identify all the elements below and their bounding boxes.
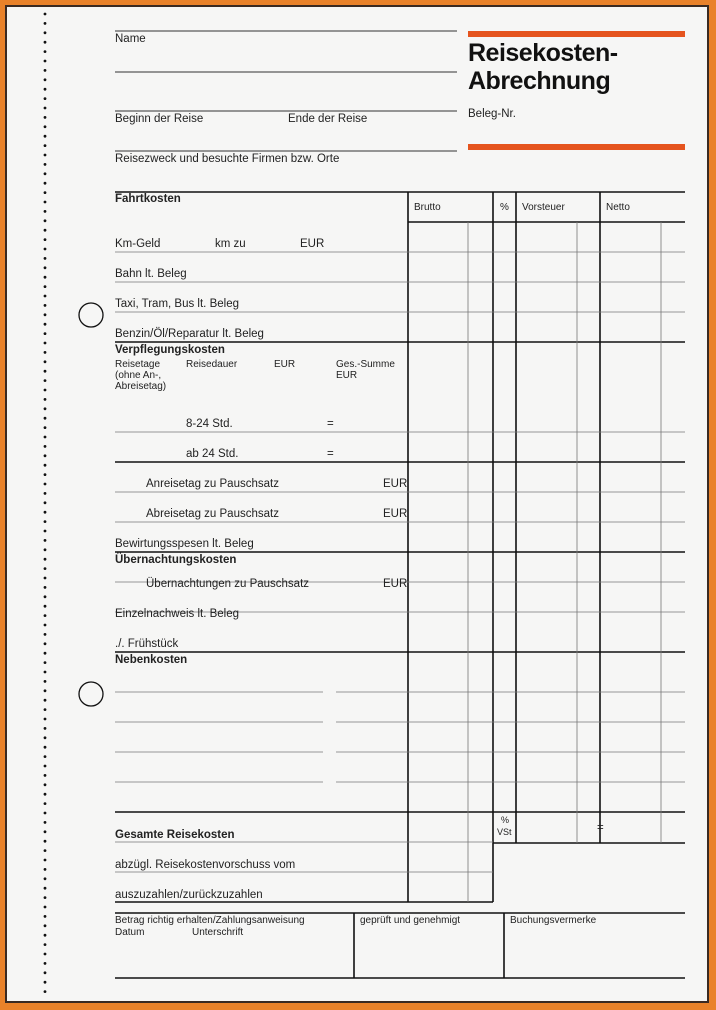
vst-label: VSt [497, 827, 512, 837]
perforation-dot [44, 295, 47, 298]
perforation-dot [44, 906, 47, 909]
perforation-dot [44, 924, 47, 927]
anreisetag-label: Anreisetag zu Pauschsatz [146, 478, 279, 490]
perforation-dot [44, 671, 47, 674]
perforation-dot [44, 473, 47, 476]
perforation-dot [44, 154, 47, 157]
perforation-dot [44, 633, 47, 636]
punch-hole [79, 682, 103, 706]
perforation-dot [44, 360, 47, 363]
perforation-dot [44, 229, 47, 232]
verpflegung-heading: Verpflegungskosten [115, 344, 225, 356]
perforation-dot [44, 342, 47, 345]
reisetage-line3: Abreisetag) [115, 381, 167, 392]
eur-label: EUR [274, 359, 296, 370]
gesamt-label: Gesamte Reisekosten [115, 829, 235, 841]
perforation-dot [44, 755, 47, 758]
perforation-dot [44, 219, 47, 222]
perforation-dot [44, 172, 47, 175]
perforation-dot [44, 971, 47, 974]
bahn-label: Bahn lt. Beleg [115, 268, 187, 280]
einzelnachweis-label: Einzelnachweis lt. Beleg [115, 608, 240, 620]
perforation-dot [44, 530, 47, 533]
reisetage-line1: Reisetage [115, 359, 161, 370]
perforation-dot [44, 915, 47, 918]
perforation-dot [44, 454, 47, 457]
perforation-dot [44, 276, 47, 279]
km-zu-label: km zu [215, 238, 246, 250]
equals-sign: = [327, 448, 334, 460]
perforation-dot [44, 266, 47, 269]
perforation-dot [44, 201, 47, 204]
perforation-dot [44, 736, 47, 739]
perforation-dot [44, 595, 47, 598]
perforation-dot [44, 877, 47, 880]
km-geld-label: Km-Geld [115, 238, 161, 250]
perforation-dot [44, 746, 47, 749]
perforation-dot [44, 830, 47, 833]
perforation-dot [44, 887, 47, 890]
perforation-dot [44, 163, 47, 166]
perforation-dot [44, 990, 47, 993]
perforation-dot [44, 689, 47, 692]
pauschsatz-label: Übernachtungen zu Pauschsatz [146, 578, 310, 590]
perforation-dot [44, 22, 47, 25]
perforation-dot [44, 407, 47, 410]
perforation-dot [44, 436, 47, 439]
perforation-dot [44, 107, 47, 110]
perforation-dot [44, 577, 47, 580]
perforation-dot [44, 896, 47, 899]
perforation-dot [44, 50, 47, 53]
punch-hole [79, 303, 103, 327]
perforation-dot [44, 624, 47, 627]
perforation-dot [44, 962, 47, 965]
eur-label: EUR [383, 508, 408, 520]
bewirtung-label: Bewirtungsspesen lt. Beleg [115, 538, 254, 550]
perforation-dot [44, 238, 47, 241]
reisetage-label [115, 359, 166, 392]
geprueft-label: geprüft und genehmigt [360, 915, 461, 926]
accent-bar-top [468, 31, 685, 37]
abreisetag-label: Abreisetag zu Pauschsatz [146, 508, 279, 520]
col-vorsteuer: Vorsteuer [522, 202, 565, 213]
perforation-dot [44, 69, 47, 72]
perforation-dot [44, 398, 47, 401]
std-ab-24-label: ab 24 Std. [186, 448, 239, 460]
perforation-dot [44, 953, 47, 956]
perforation-dot [44, 501, 47, 504]
perforation-dot [44, 41, 47, 44]
perforation-dot [44, 97, 47, 100]
perforation-dot [44, 332, 47, 335]
perforation-dot [44, 31, 47, 34]
uebernachtung-heading: Übernachtungskosten [115, 554, 237, 566]
unterschrift-label: Unterschrift [192, 927, 244, 938]
perforation-dot [44, 802, 47, 805]
perforation-dot [44, 417, 47, 420]
name-label: Name [115, 33, 146, 45]
perforation-dot [44, 840, 47, 843]
equals-sign: = [327, 418, 334, 430]
datum-label: Datum [115, 927, 145, 938]
accent-bar-bottom [468, 144, 685, 150]
perforation-dot [44, 642, 47, 645]
ende-label: Ende der Reise [288, 113, 368, 125]
perforation-dot [44, 370, 47, 373]
perforation-dot [44, 652, 47, 655]
perforation-dot [44, 849, 47, 852]
perforation-dot [44, 248, 47, 251]
perforation-dot [44, 60, 47, 63]
perforation-dot [44, 981, 47, 984]
eur-label: EUR [383, 578, 408, 590]
perforation-dot [44, 934, 47, 937]
perforation-dot [44, 379, 47, 382]
perforation-dot [44, 812, 47, 815]
perforation-dot [44, 351, 47, 354]
perforation-dot [44, 943, 47, 946]
perforation-dot [44, 88, 47, 91]
perforation-dot [44, 680, 47, 683]
perforation-dot [44, 821, 47, 824]
std-8-24-label: 8-24 Std. [186, 418, 233, 430]
vorschuss-label: abzügl. Reisekostenvorschuss vom [115, 859, 296, 871]
eur-label: EUR [383, 478, 408, 490]
perforation-dot [44, 125, 47, 128]
perforation-dot [44, 548, 47, 551]
perforation-dot [44, 774, 47, 777]
perforation-dot [44, 539, 47, 542]
title-line-2: Abrechnung [468, 66, 611, 95]
nebenkosten-heading: Nebenkosten [115, 654, 188, 666]
col-brutto: Brutto [414, 202, 441, 213]
perforation-dot [44, 389, 47, 392]
gessumme-line2: EUR [336, 370, 358, 381]
perforation-dot [44, 586, 47, 589]
perforation-dot [44, 116, 47, 119]
reisedauer-label: Reisedauer [186, 359, 238, 370]
perforation-dot [44, 661, 47, 664]
perforation-dot [44, 13, 47, 16]
fahrtkosten-heading: Fahrtkosten [115, 193, 181, 205]
perforation-dot [44, 191, 47, 194]
perforation-dot [44, 464, 47, 467]
betrag-label: Betrag richtig erhalten/Zahlungsanweisung [115, 915, 305, 926]
eur-label: EUR [300, 238, 325, 250]
equals-sign: = [597, 822, 604, 834]
perforation-dot [44, 718, 47, 721]
perforation-dot [44, 859, 47, 862]
perforation-dot [44, 257, 47, 260]
gessumme-label [336, 359, 395, 381]
perforation-dot [44, 182, 47, 185]
reisetage-line2: (ohne An-, [115, 370, 162, 381]
perforation-dot [44, 708, 47, 711]
col-percent: % [500, 202, 509, 213]
perforation-dot [44, 445, 47, 448]
buchung-label: Buchungsvermerke [510, 915, 597, 926]
perforation-dot [44, 605, 47, 608]
perforation-dot [44, 313, 47, 316]
benzin-label: Benzin/Öl/Reparatur lt. Beleg [115, 328, 264, 340]
fruehstueck-label: ./. Frühstück [115, 638, 179, 650]
title-line-1: Reisekosten- [468, 39, 618, 67]
perforation-dot [44, 285, 47, 288]
beleg-nr-label: Beleg-Nr. [468, 108, 516, 120]
perforation-dot [44, 520, 47, 523]
perforation-dot [44, 511, 47, 514]
reisezweck-label: Reisezweck und besuchte Firmen bzw. Orte [115, 153, 340, 165]
auszahlen-label: auszuzahlen/zurückzuzahlen [115, 889, 263, 901]
perforation-dot [44, 783, 47, 786]
perforation-dot [44, 144, 47, 147]
perforation-dot [44, 492, 47, 495]
col-netto: Netto [606, 202, 630, 213]
perforation-dot [44, 614, 47, 617]
perforation-dot [44, 426, 47, 429]
perforation-dot [44, 868, 47, 871]
perforation-dot [44, 567, 47, 570]
perforation-dot [44, 210, 47, 213]
vst-percent: % [501, 815, 510, 825]
perforation-dot [44, 793, 47, 796]
perforation-dot [44, 727, 47, 730]
perforation-dot [44, 323, 47, 326]
perforation-dot [44, 304, 47, 307]
gessumme-line1: Ges.-Summe [336, 359, 395, 370]
beginn-label: Beginn der Reise [115, 113, 204, 125]
perforation-dots [44, 13, 47, 993]
form-title [468, 40, 618, 95]
perforation-dot [44, 699, 47, 702]
perforation-dot [44, 765, 47, 768]
perforation-dot [44, 78, 47, 81]
perforation-dot [44, 483, 47, 486]
perforation-dot [44, 558, 47, 561]
perforation-dot [44, 135, 47, 138]
taxi-label: Taxi, Tram, Bus lt. Beleg [115, 298, 239, 310]
